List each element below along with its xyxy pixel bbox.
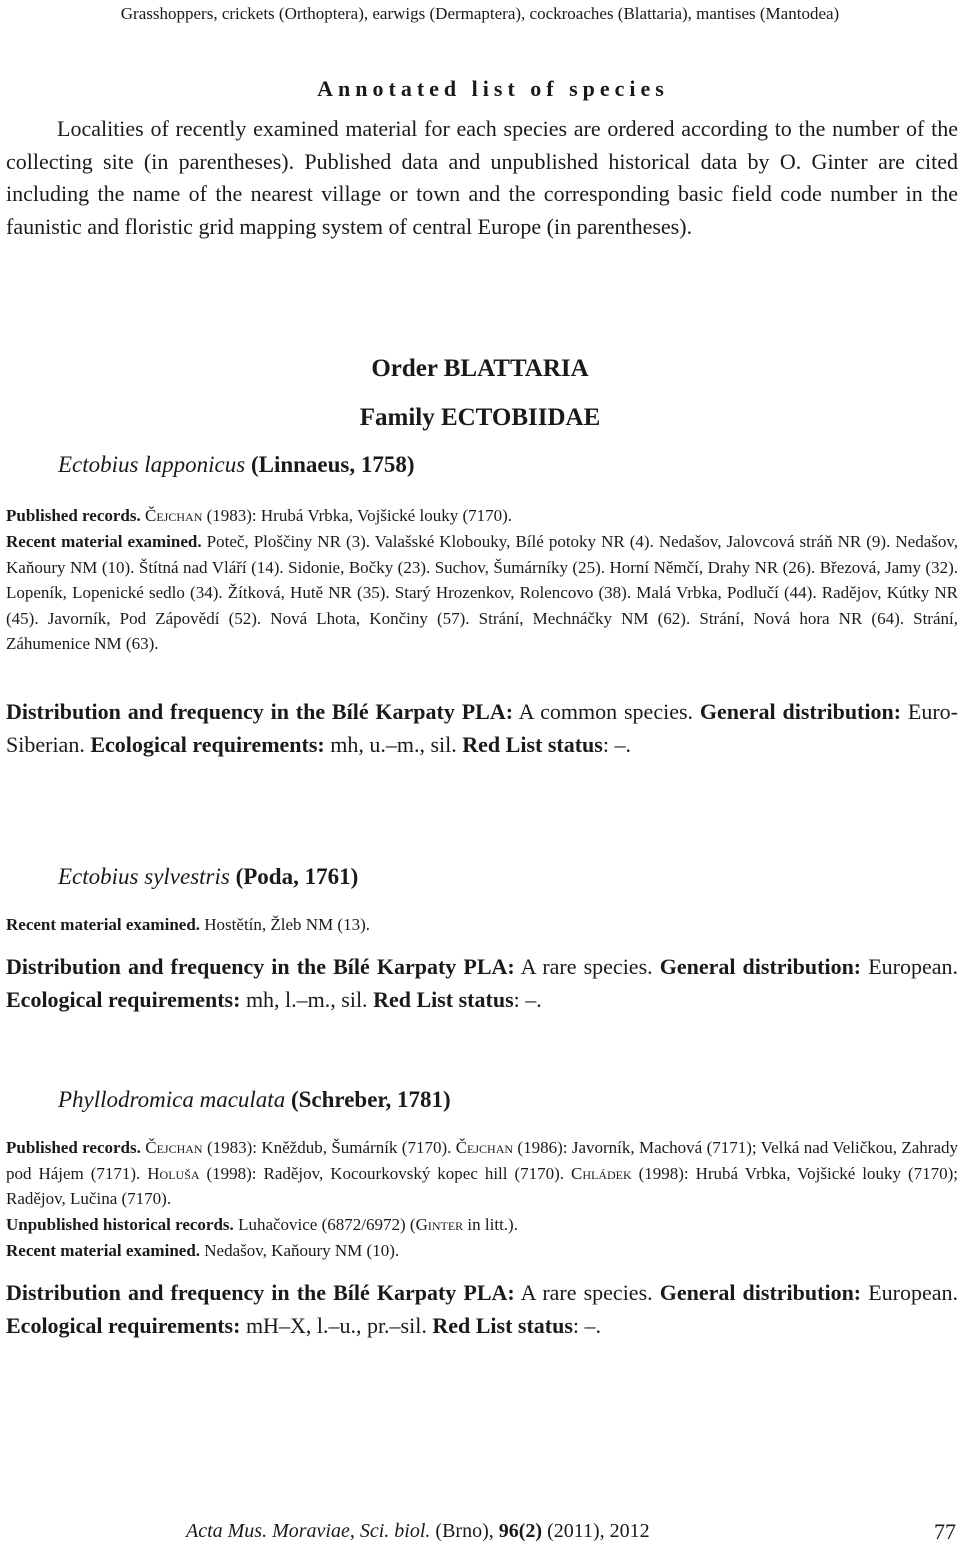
published-text: (1983): Kněždub, Šumárník (7170). <box>206 1138 452 1157</box>
general-distribution-text: European. <box>868 954 959 979</box>
distribution-paragraph <box>6 696 958 761</box>
distribution-text: A common species. <box>518 699 694 724</box>
published-text: (1983): Hrubá Vrbka, Vojšické louky (7170). <box>206 506 513 525</box>
distribution-label: Distribution and frequency in the Bílé Karpaty PLA: <box>6 954 515 979</box>
recent-label: Recent material examined. <box>6 532 202 551</box>
intro-paragraph: Localities of recently examined material for each species are ordered according to the number of the collecting site (in parentheses). Published data and unpublished historical data by O. Ginter are cited including the name of the nearest village or town and the corresponding basic field code number in the faunistic and floristic grid mapping system of central Europe (in parentheses). <box>6 116 958 239</box>
ecological-requirements-text: mh, l.–m., sil. <box>245 986 368 1012</box>
unpublished-label: Unpublished historical records. <box>6 1215 234 1234</box>
recent-text: Hostětín, Žleb NM (13). <box>204 915 371 934</box>
ecological-requirements-label: Ecological requirements: <box>6 986 241 1012</box>
distribution-text: A rare species. <box>520 1280 653 1305</box>
recent-material <box>6 529 958 657</box>
recent-text: Poteč, Ploščiny NR (3). Valašské Klobouky, Bílé potoky NR (4). Nedašov, Jalovcová stráň NR (9). Nedašov, Kaňoury NM (10). Štítná nad Vláří (14). Sidonie, Bočky (23). Suchov, Šumárníky (25). Horní Němčí, Drahy NR (26). Březová, Jamy (32). Lopeník, Lopenické sedlo (34). Žítková, Hutě NR (35). Starý Hrozenkov, Rolencovo (38). Malá Vrbka, Podlučí (44). Radějov, Kútky NR (45). Javorník, Pod Zápovědí (52). Nová Lhota, Končiny (57). Strání, Mechnáčky NM (62). Strání, Nová hora NR (64). Strání, Záhumenice NM (63). <box>6 532 959 653</box>
species-author: (Linnaeus, 1758) <box>250 452 415 477</box>
published-records <box>6 503 958 529</box>
species-name: Phyllodromica maculata <box>58 1087 286 1112</box>
published-records <box>6 1135 958 1212</box>
cited-author: Chládek <box>570 1163 632 1183</box>
unpublished-text: Luhačovice (6872/6972) ( <box>238 1215 416 1234</box>
recent-text: Nedašov, Kaňoury NM (10). <box>204 1241 400 1260</box>
red-list-text: : –. <box>513 986 542 1012</box>
distribution-text: A rare species. <box>520 954 653 979</box>
distribution-paragraph <box>6 951 958 1016</box>
species-name: Ectobius lapponicus <box>58 452 246 477</box>
recent-label: Recent material examined. <box>6 915 201 934</box>
cited-author: Čejchan <box>455 1138 514 1157</box>
section-title: Annotated list of species <box>317 76 669 101</box>
published-text: (1986): Javorník, Machová (7171); Velká nad Veličkou, Zahrady pod Hájem (7171). <box>6 1138 959 1183</box>
unpublished-records <box>6 1212 958 1238</box>
general-distribution-text: European. <box>868 1280 959 1305</box>
recent-material <box>6 1238 958 1264</box>
red-list-label: Red List status <box>432 1312 573 1338</box>
recent-material <box>6 912 958 938</box>
family-heading: Family ECTOBIIDAE <box>359 404 601 431</box>
species-heading <box>58 452 415 478</box>
published-label: Published records. <box>6 506 141 525</box>
species-author: (Schreber, 1781) <box>290 1087 451 1112</box>
general-distribution-label: General distribution: <box>659 954 862 979</box>
journal-city: (Brno), <box>435 1520 494 1542</box>
recent-label: Recent material examined. <box>6 1241 201 1260</box>
published-text: (1998): Radějov, Kocourkovský kopec hill (7170). <box>206 1163 565 1183</box>
cited-author: Čejchan <box>145 1138 203 1157</box>
general-distribution-text: Euro-Siberian. <box>6 699 958 757</box>
running-head: Grasshoppers, crickets (Orthoptera), earwigs (Dermaptera), cockroaches (Blattaria), mantises (Mantodea) <box>120 4 840 23</box>
cited-author: Holuša <box>147 1163 200 1183</box>
red-list-label: Red List status <box>373 986 514 1012</box>
general-distribution-label: General distribution: <box>699 699 902 724</box>
journal-volume: 96(2) <box>498 1520 543 1542</box>
distribution-paragraph <box>6 1277 958 1342</box>
page-number: 77 <box>934 1519 956 1544</box>
cited-author: Ginter <box>415 1215 464 1234</box>
journal-years: (2011), 2012 <box>547 1520 650 1542</box>
red-list-label: Red List status <box>462 731 603 757</box>
unpublished-text-end: in litt.). <box>467 1215 518 1234</box>
ecological-requirements-text: mH–X, l.–u., pr.–sil. <box>245 1312 427 1338</box>
order-heading: Order BLATTARIA <box>371 355 589 382</box>
ecological-requirements-label: Ecological requirements: <box>6 1312 241 1338</box>
species-heading <box>58 864 358 890</box>
ecological-requirements-text: mh, u.–m., sil. <box>330 731 457 757</box>
ecological-requirements-label: Ecological requirements: <box>90 731 325 757</box>
distribution-label: Distribution and frequency in the Bílé Karpaty PLA: <box>6 1280 515 1305</box>
footer-citation <box>186 1520 650 1543</box>
published-text: (1998): Hrubá Vrbka, Vojšické louky (7170); Radějov, Lučina (7170). <box>6 1163 959 1208</box>
species-heading <box>58 1087 451 1113</box>
journal-name: Acta Mus. Moraviae, Sci. biol. <box>186 1520 431 1542</box>
species-author: (Poda, 1761) <box>235 864 359 889</box>
cited-author: Čejchan <box>145 506 203 525</box>
red-list-text: : –. <box>572 1312 602 1338</box>
published-label: Published records. <box>6 1138 141 1157</box>
red-list-text: : –. <box>602 731 631 757</box>
species-name: Ectobius sylvestris <box>58 864 230 889</box>
distribution-label: Distribution and frequency in the Bílé Karpaty PLA: <box>6 699 514 724</box>
general-distribution-label: General distribution: <box>659 1280 862 1305</box>
